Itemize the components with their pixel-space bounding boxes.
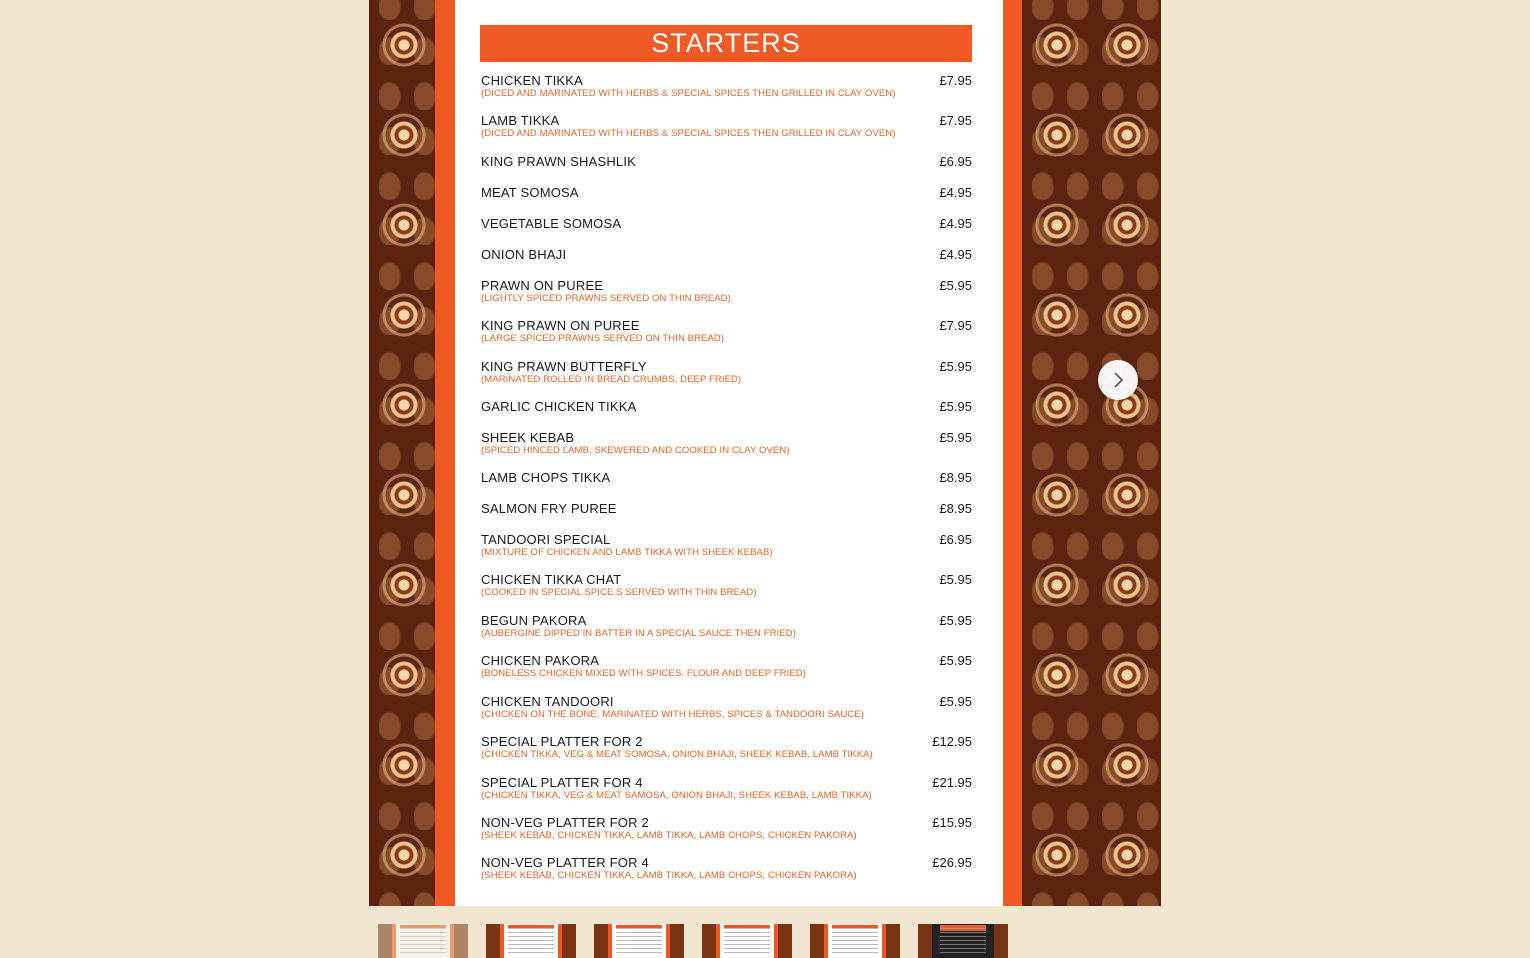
menu-item-price: £6.95 xyxy=(939,532,972,547)
menu-item-name: SPECIAL PLATTER FOR 2 xyxy=(481,734,643,749)
menu-item-name: BEGUN PAKORA xyxy=(481,613,587,628)
menu-item-description: (CHICKEN TIKKA, VEG & MEAT SAMOSA, ONION BHAJI, SHEEK KEBAB, LAMB TIKKA) xyxy=(481,790,872,801)
menu-item-name: KING PRAWN BUTTERFLY xyxy=(481,359,647,374)
menu-item-name: LAMB CHOPS TIKKA xyxy=(481,470,611,485)
menu-item xyxy=(481,471,972,485)
menu-image-viewer xyxy=(369,0,1161,906)
menu-item-name: KING PRAWN SHASHLIK xyxy=(481,154,637,169)
menu-item-price: £8.95 xyxy=(939,501,972,516)
menu-item xyxy=(481,319,972,345)
menu-item xyxy=(481,155,972,169)
thumbnail-3[interactable] xyxy=(594,924,684,958)
menu-item-price: £6.95 xyxy=(939,154,972,169)
menu-item-price: £5.95 xyxy=(939,613,972,628)
menu-item-price: £7.95 xyxy=(939,73,972,88)
menu-item xyxy=(481,74,972,100)
menu-item xyxy=(481,614,972,640)
menu-item-description: (AUBERGINE DIPPED IN BATTER IN A SPECIAL SAUCE THEN FRIED) xyxy=(481,628,796,639)
next-image-button[interactable] xyxy=(1098,360,1138,400)
menu-item-name: CHICKEN TIKKA xyxy=(481,73,584,88)
paisley-border-left xyxy=(369,0,439,906)
menu-item-price: £21.95 xyxy=(932,775,972,790)
menu-item-name: CHICKEN PAKORA xyxy=(481,653,600,668)
menu-item-name: MEAT SOMOSA xyxy=(481,185,579,200)
menu-item xyxy=(481,573,972,599)
paisley-border-right xyxy=(1022,0,1161,906)
menu-item-price: £26.95 xyxy=(932,855,972,870)
menu-item-price: £8.95 xyxy=(939,470,972,485)
menu-item xyxy=(481,248,972,262)
menu-item-price: £7.95 xyxy=(939,113,972,128)
menu-item-price: £4.95 xyxy=(939,247,972,262)
menu-item-name: PRAWN ON PUREE xyxy=(481,278,604,293)
menu-item-price: £12.95 xyxy=(932,734,972,749)
menu-item-price: £5.95 xyxy=(939,278,972,293)
menu-item xyxy=(481,856,972,882)
menu-item-description: (SHEEK KEBAB, CHICKEN TIKKA, LAMB TIKKA, LAMB CHOPS, CHICKEN PAKORA) xyxy=(481,870,857,881)
menu-item-name: VEGETABLE SOMOSA xyxy=(481,216,622,231)
menu-item-name: GARLIC CHICKEN TIKKA xyxy=(481,399,637,414)
menu-item xyxy=(481,654,972,680)
menu-item-price: £15.95 xyxy=(932,815,972,830)
menu-item-name: SPECIAL PLATTER FOR 4 xyxy=(481,775,643,790)
menu-item-description: (SHEEK KEBAB, CHICKEN TIKKA, LAMB TIKKA, LAMB CHOPS, CHICKEN PAKORA) xyxy=(481,830,857,841)
menu-item-description: (MIXTURE OF CHICKEN AND LAMB TIKKA WITH SHEEK KEBAB) xyxy=(481,547,773,558)
thumbnail-2[interactable] xyxy=(486,924,576,958)
menu-item-name: LAMB TIKKA xyxy=(481,113,560,128)
thumbnail-5[interactable] xyxy=(810,924,900,958)
menu-item xyxy=(481,279,972,305)
menu-item-price: £5.95 xyxy=(939,359,972,374)
menu-item-description: (MARINATED ROLLED IN BREAD CRUMBS, DEEP FRIED) xyxy=(481,374,742,385)
thumbnail-1[interactable] xyxy=(378,924,468,958)
menu-item xyxy=(481,735,972,761)
menu-item xyxy=(481,502,972,516)
menu-item-name: NON-VEG PLATTER FOR 2 xyxy=(481,815,649,830)
thumbnail-6[interactable] xyxy=(918,924,1008,958)
thumbnail-4[interactable] xyxy=(702,924,792,958)
menu-item-description: (DICED AND MARINATED WITH HERBS & SPECIAL SPICES THEN GRILLED IN CLAY OVEN) xyxy=(481,128,896,139)
menu-item-description: (SPICED HINCED LAMB, SKEWERED AND COOKED IN CLAY OVEN) xyxy=(481,445,790,456)
menu-item-description: (CHICKEN TIKKA, VEG & MEAT SOMOSA, ONION BHAJI, SHEEK KEBAB, LAMB TIKKA) xyxy=(481,749,873,760)
menu-item xyxy=(481,360,972,386)
menu-item-name: SALMON FRY PUREE xyxy=(481,501,617,516)
menu-item xyxy=(481,776,972,802)
menu-item-name: SHEEK KEBAB xyxy=(481,430,575,445)
orange-stripe-right xyxy=(1003,0,1023,906)
menu-item-description: (BONELESS CHICKEN MIXED WITH SPICES. FLOUR AND DEEP FRIED) xyxy=(481,668,806,679)
menu-item xyxy=(481,816,972,842)
menu-item-price: £5.95 xyxy=(939,572,972,587)
menu-item-price: £5.95 xyxy=(939,653,972,668)
orange-stripe-left xyxy=(435,0,455,906)
menu-item-name: ONION BHAJI xyxy=(481,247,567,262)
menu-item-price: £5.95 xyxy=(939,694,972,709)
menu-item-price: £5.95 xyxy=(939,399,972,414)
menu-item-price: £5.95 xyxy=(939,430,972,445)
menu-item-price: £7.95 xyxy=(939,318,972,333)
menu-item xyxy=(481,400,972,414)
menu-item-price: £4.95 xyxy=(939,216,972,231)
menu-item-description: (DICED AND MARINATED WITH HERBS & SPECIAL SPICES THEN GRILLED IN CLAY OVEN) xyxy=(481,88,896,99)
menu-item-price: £4.95 xyxy=(939,185,972,200)
menu-item xyxy=(481,114,972,140)
menu-item-description: (LARGE SPICED PRAWNS SERVED ON THIN BREAD) xyxy=(481,333,725,344)
menu-item-name: CHICKEN TIKKA CHAT xyxy=(481,572,622,587)
menu-item-name: NON-VEG PLATTER FOR 4 xyxy=(481,855,649,870)
chevron-right-icon xyxy=(1110,370,1126,390)
menu-item-name: CHICKEN TANDOORI xyxy=(481,694,614,709)
menu-item-description: (CHICKEN ON THE BONE, MARINATED WITH HERBS, SPICES & TANDOORI SAUCE) xyxy=(481,709,864,720)
menu-item xyxy=(481,695,972,721)
menu-item-name: TANDOORI SPECIAL xyxy=(481,532,611,547)
menu-item xyxy=(481,186,972,200)
menu-page xyxy=(455,0,1003,906)
menu-item-name: KING PRAWN ON PUREE xyxy=(481,318,640,333)
menu-item-description: (COOKED IN SPECIAL SPICE S SERVED WITH THIN BREAD) xyxy=(481,587,757,598)
menu-item xyxy=(481,217,972,231)
menu-item-description: (LIGHTLY SPICED PRAWNS SERVED ON THIN BREAD) xyxy=(481,293,731,304)
section-title: STARTERS xyxy=(480,25,972,62)
menu-item xyxy=(481,533,972,559)
menu-item xyxy=(481,431,972,457)
